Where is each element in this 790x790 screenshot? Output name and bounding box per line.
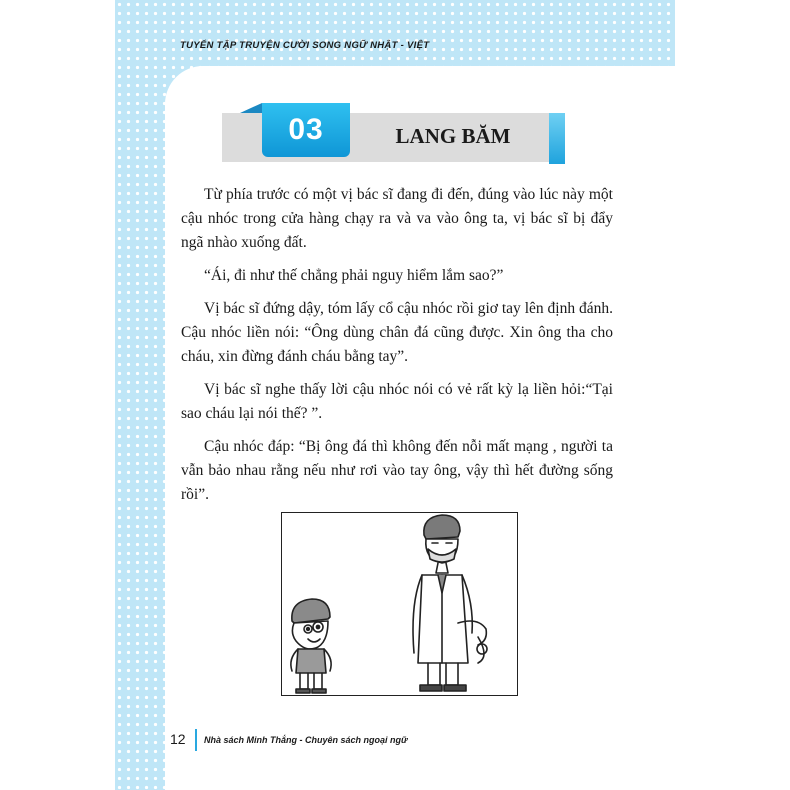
story-paragraph: “Ái, đi như thế chẳng phải nguy hiểm lắm sao?” — [204, 267, 504, 284]
cartoon-illustration — [282, 513, 517, 695]
story-paragraph: Cậu nhóc đáp: “Bị ông đá thì không đến nỗi mất mạng , người ta vẫn bảo nhau rằng nếu như rơi vào tay ông, vậy thì hết đường sống rồi”. — [181, 438, 613, 503]
story-paragraph: Vị bác sĩ đứng dậy, tóm lấy cổ cậu nhóc rồi giơ tay lên định đánh. Cậu nhóc liền nói: “Ông dùng chân đá cũng được. Xin ông tha cho cháu, xin đừng đánh cháu bằng tay”. — [181, 300, 613, 365]
publisher-text: Nhà sách Minh Thắng - Chuyên sách ngoại ngữ — [204, 735, 408, 745]
story-paragraph: Vị bác sĩ nghe thấy lời cậu nhóc nói có vẻ rất kỳ lạ liền hỏi:“Tại sao cháu lại nói thế? ”. — [181, 381, 613, 422]
story-text — [181, 183, 613, 516]
chapter-title: LANG BĂM — [395, 123, 511, 148]
footer-divider — [195, 729, 197, 751]
banner-accent — [549, 113, 565, 164]
story-paragraph: Từ phía trước có một vị bác sĩ đang đi đến, đúng vào lúc này một cậu nhóc trong cửa hàng chạy ra và va vào ông ta, vị bác sĩ bị đẩy ngã nhào xuống đất. — [181, 186, 613, 251]
series-title: TUYỂN TẬP TRUYỆN CƯỜI SONG NGỮ NHẬT - VIỆT — [180, 40, 430, 51]
boy-figure — [291, 599, 331, 693]
doctor-figure — [413, 515, 487, 691]
illustration-frame — [281, 512, 518, 696]
page-number: 12 — [170, 731, 186, 747]
chapter-number: 03 — [262, 103, 350, 157]
